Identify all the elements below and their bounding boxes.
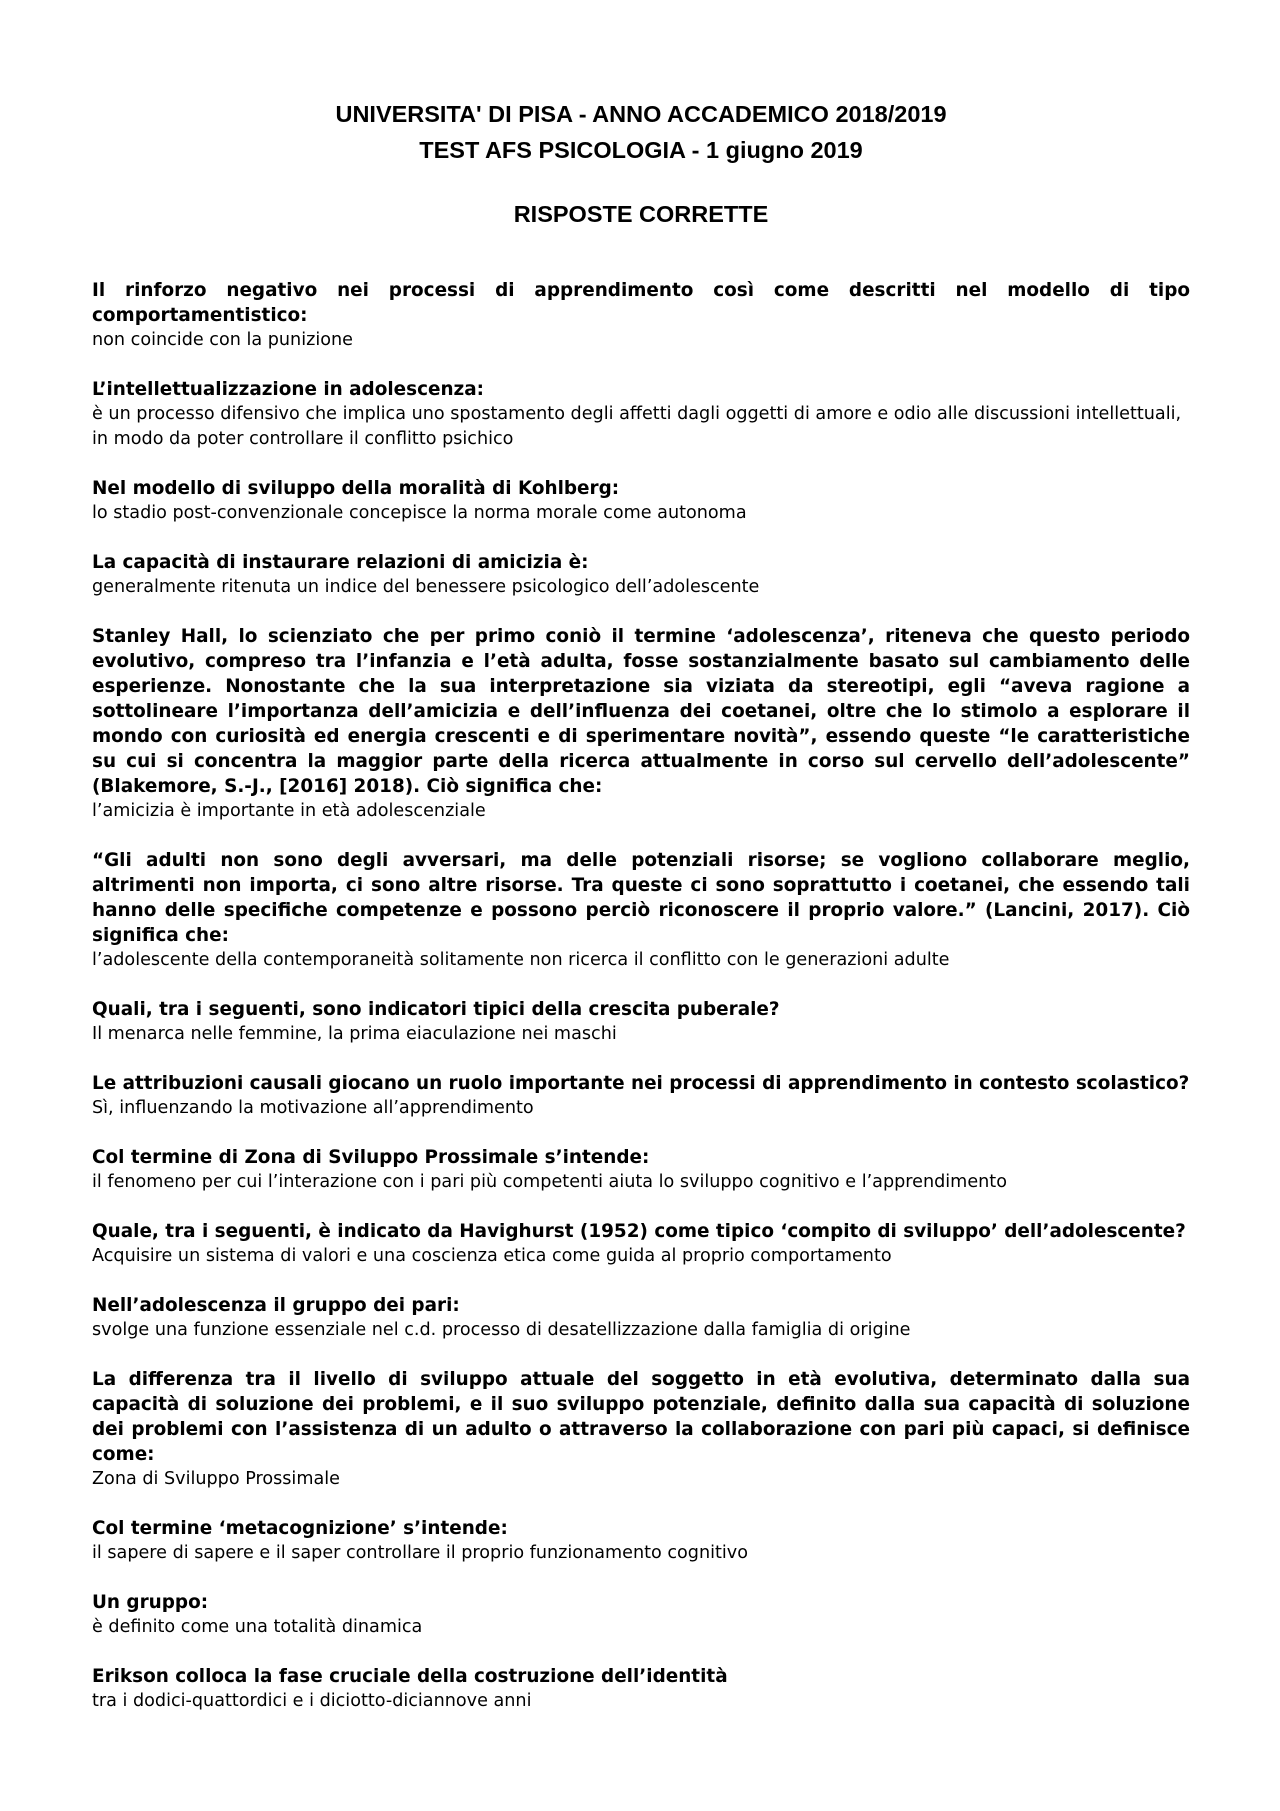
qa-item <box>92 1367 1190 1492</box>
question-text: La differenza tra il livello di sviluppo attuale del soggetto in età evolutiva, determinato dalla sua capacità di soluzione dei problemi, e il suo sviluppo potenziale, definito dalla sua capacità di soluzione dei problemi con l’assistenza di un adulto o attraverso la collaborazione con pari più capaci, si definisce come: <box>92 1369 1190 1465</box>
answer-text: è definito come una totalità dinamica <box>92 1617 423 1637</box>
qa-item <box>92 1071 1190 1121</box>
answer-text: generalmente ritenuta un indice del benessere psicologico dell’adolescente <box>92 577 760 597</box>
question-text: Nel modello di sviluppo della moralità di Kohlberg: <box>92 478 620 499</box>
qa-item <box>92 1664 1190 1714</box>
question-text: Le attribuzioni causali giocano un ruolo importante nei processi di apprendimento in contesto scolastico? <box>92 1073 1190 1094</box>
answer-text: Acquisire un sistema di valori e una coscienza etica come guida al proprio comportamento <box>92 1246 892 1266</box>
qa-item <box>92 1145 1190 1195</box>
qa-item <box>92 377 1190 452</box>
qa-item <box>92 848 1190 973</box>
question-text: Quali, tra i seguenti, sono indicatori tipici della crescita puberale? <box>92 999 780 1020</box>
question-text: Col termine di Zona di Sviluppo Prossimale s’intende: <box>92 1147 650 1168</box>
question-text: Nell’adolescenza il gruppo dei pari: <box>92 1295 460 1316</box>
answer-text: Il menarca nelle femmine, la prima eiaculazione nei maschi <box>92 1024 617 1044</box>
document-page <box>92 96 1190 1738</box>
document-header <box>92 96 1190 232</box>
question-text: Quale, tra i seguenti, è indicato da Havighurst (1952) come tipico ‘compito di sviluppo’ dell’adolescente? <box>92 1221 1186 1242</box>
answer-text: non coincide con la punizione <box>92 330 353 350</box>
qa-item <box>92 624 1190 824</box>
qa-item <box>92 1219 1190 1269</box>
answer-text: l’amicizia è importante in età adolescenziale <box>92 801 486 821</box>
qa-item <box>92 1516 1190 1566</box>
answer-text: il fenomeno per cui l’interazione con i pari più competenti aiuta lo sviluppo cognitivo e l’apprendimento <box>92 1172 1007 1192</box>
question-text: Col termine ‘metacognizione’ s’intende: <box>92 1518 508 1539</box>
qa-item <box>92 476 1190 526</box>
answer-text: Sì, influenzando la motivazione all’apprendimento <box>92 1098 534 1118</box>
header-title-line-1: UNIVERSITA' DI PISA - ANNO ACCADEMICO 2018/2019 <box>335 101 947 127</box>
answer-text: lo stadio post-convenzionale concepisce la norma morale come autonoma <box>92 503 747 523</box>
question-text: L’intellettualizzazione in adolescenza: <box>92 379 485 400</box>
header-title-line-2: TEST AFS PSICOLOGIA - 1 giugno 2019 <box>419 137 863 163</box>
answer-text: il sapere di sapere e il saper controllare il proprio funzionamento cognitivo <box>92 1543 748 1563</box>
question-text: Un gruppo: <box>92 1592 209 1613</box>
question-text: Stanley Hall, lo scienziato che per primo coniò il termine ‘adolescenza’, riteneva che questo periodo evolutivo, compreso tra l’infanzia e l’età adulta, fosse sostanzialmente basato sul cambiamento delle esperienze. Nonostante che la sua interpretazione sia viziata da stereotipi, egli “aveva ragione a sottolineare l’importanza dell’amicizia e dell’influenza dei coetanei, oltre che lo stimolo a esplorare il mondo con curiosità ed energia crescenti e di sperimentare novità”, essendo queste “le caratteristiche su cui si concentra la maggior parte della ricerca attualmente in corso sul cervello dell’adolescente” (Blakemore, S.-J., [2016] 2018). Ciò significa che: <box>92 626 1190 797</box>
answer-text: l’adolescente della contemporaneità solitamente non ricerca il conflitto con le generazioni adulte <box>92 950 950 970</box>
qa-list <box>92 278 1190 1714</box>
qa-item <box>92 997 1190 1047</box>
qa-item <box>92 278 1190 353</box>
answer-text: Zona di Sviluppo Prossimale <box>92 1469 340 1489</box>
qa-item <box>92 550 1190 600</box>
qa-item <box>92 1293 1190 1343</box>
header-subtitle: RISPOSTE CORRETTE <box>513 201 769 227</box>
qa-item <box>92 1590 1190 1640</box>
question-text: Il rinforzo negativo nei processi di apprendimento così come descritti nel modello di tipo comportamentistico: <box>92 280 1190 326</box>
answer-text: tra i dodici-quattordici e i diciotto-diciannove anni <box>92 1691 532 1711</box>
question-text: La capacità di instaurare relazioni di amicizia è: <box>92 552 589 573</box>
question-text: Erikson colloca la fase cruciale della costruzione dell’identità <box>92 1666 728 1687</box>
question-text: “Gli adulti non sono degli avversari, ma delle potenziali risorse; se vogliono collaborare meglio, altrimenti non importa, ci sono altre risorse. Tra queste ci sono soprattutto i coetanei, che essendo tali hanno delle specifiche competenze e possono perciò riconoscere il proprio valore.” (Lancini, 2017). Ciò significa che: <box>92 850 1190 946</box>
answer-text: svolge una funzione essenziale nel c.d. processo di desatellizzazione dalla famiglia di origine <box>92 1320 911 1340</box>
answer-text: è un processo difensivo che implica uno spostamento degli affetti dagli oggetti di amore e odio alle discussioni intellettuali, in modo da poter controllare il conflitto psichico <box>92 404 1182 449</box>
